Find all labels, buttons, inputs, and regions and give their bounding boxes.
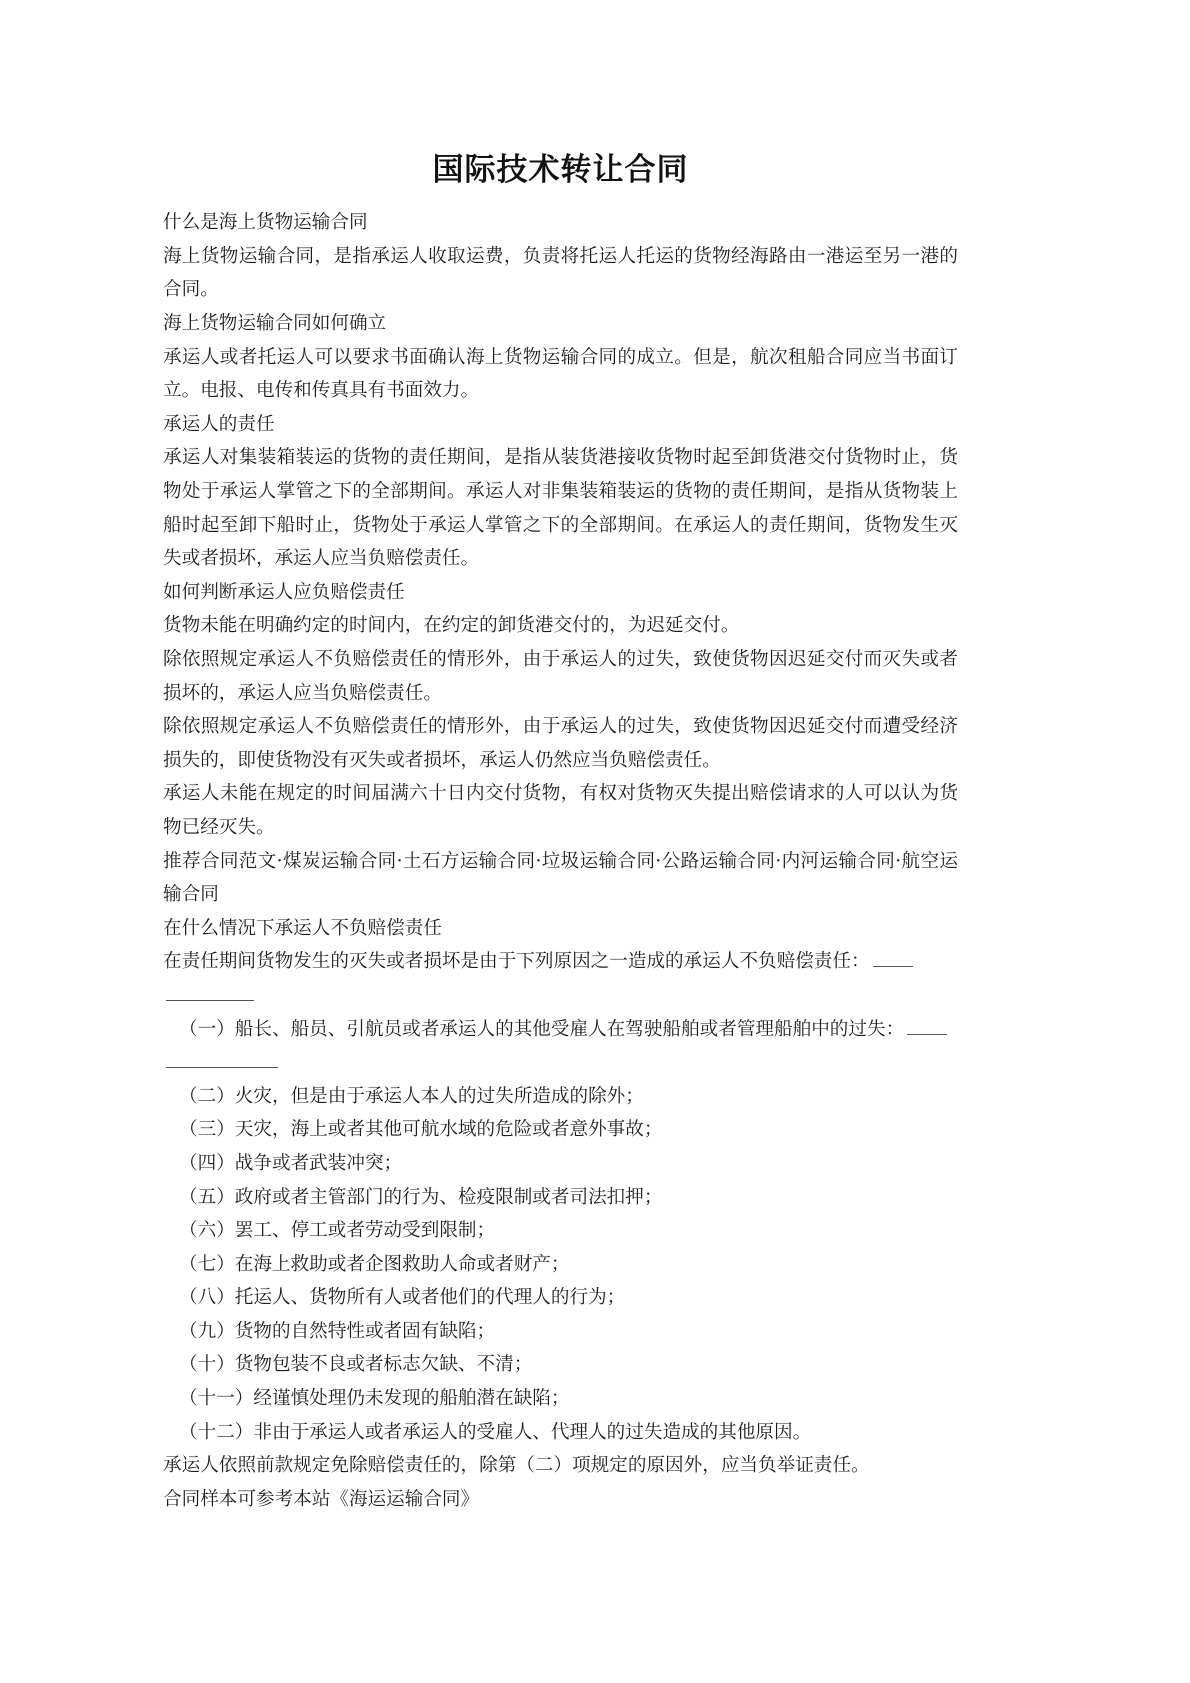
clause-text: 船长、船员、引航员或者承运人的其他受雇人在驾驶船舶或者管理船舶中的过失： <box>234 1018 905 1040</box>
section-paragraph: 承运人或者托运人可以要求书面确认海上货物运输合同的成立。但是，航次租船合同应当书面订立。电报、电传和传真具有书面效力。 <box>163 346 958 402</box>
recommended-contracts-list: 推荐合同范文·煤炭运输合同·土石方运输合同·垃圾运输合同·公路运输合同·内河运输合同·航空运输合同 <box>163 850 958 906</box>
clauses-lead-in <box>163 945 958 979</box>
clause-item-4 <box>163 1147 958 1181</box>
clause-text: 经谨慎处理仍未发现的船舶潜在缺陷； <box>253 1388 570 1410</box>
clause-label: （七） <box>179 1253 235 1275</box>
clause-item-11 <box>163 1382 958 1416</box>
clause-text: 天灾，海上或者其他可航水域的危险或者意外事故； <box>234 1119 663 1141</box>
section-heading: 在什么情况下承运人不负赔偿责任 <box>163 917 442 939</box>
clause-text: 火灾，但是由于承运人本人的过失所造成的除外； <box>234 1085 644 1107</box>
fill-in-blank-rule <box>166 1049 278 1068</box>
closing-reference: 合同样本可参考本站《海运运输合同》 <box>163 1488 480 1510</box>
clauses-lead-in-text: 在责任期间货物发生的灭失或者损坏是由于下列原因之一造成的承运人不负赔偿责任： <box>163 951 870 973</box>
clause-text: 货物的自然特性或者固有缺陷； <box>234 1320 496 1342</box>
clause-item-7 <box>163 1248 958 1282</box>
clause-text: 非由于承运人或者承运人的受雇人、代理人的过失造成的其他原因。 <box>253 1421 812 1443</box>
section-heading: 承运人的责任 <box>163 413 275 435</box>
clause-label: （十二） <box>179 1421 254 1443</box>
fill-in-blank-rule <box>873 949 913 968</box>
clause-text: 托运人、货物所有人或者他们的代理人的行为； <box>234 1287 626 1309</box>
clause-item-12 <box>163 1416 958 1450</box>
clause-text: 在海上救助或者企图救助人命或者财产； <box>234 1253 570 1275</box>
clause-item-5 <box>163 1181 958 1215</box>
clause-item-6 <box>163 1214 958 1248</box>
clause-label: （二） <box>179 1085 235 1107</box>
clause-item-10 <box>163 1348 958 1382</box>
section-heading: 海上货物运输合同如何确立 <box>163 313 387 335</box>
clause-label: （五） <box>179 1186 235 1208</box>
clause-item-8 <box>163 1281 958 1315</box>
fill-in-blank-rule <box>907 1016 947 1035</box>
clause-label: （三） <box>179 1119 235 1141</box>
closing-paragraph: 承运人依照前款规定免除赔偿责任的，除第（二）项规定的原因外，应当负举证责任。 <box>163 1455 870 1477</box>
clause-text: 货物包装不良或者标志欠缺、不清； <box>234 1354 533 1376</box>
page-title: 国际技术转让合同 <box>432 152 689 188</box>
section-paragraph: 承运人对集装箱装运的货物的责任期间，是指从装货港接收货物时起至卸货港交付货物时止，货物处于承运人掌管之下的全部期间。承运人对非集装箱装运的货物的责任期间，是指从货物装上船时起至卸下船时止，货物处于承运人掌管之下的全部期间。在承运人的责任期间，货物发生灭失或者损坏，承运人应当负赔偿责任。 <box>163 447 958 570</box>
clause-item-2 <box>163 1080 958 1114</box>
clause-item-3 <box>163 1113 958 1147</box>
section-heading: 如何判断承运人应负赔偿责任 <box>163 581 405 603</box>
clause-label: （四） <box>179 1152 235 1174</box>
clause-item-9 <box>163 1315 958 1349</box>
section-heading: 什么是海上货物运输合同 <box>163 212 368 234</box>
section-paragraph: 承运人未能在规定的时间届满六十日内交付货物，有权对货物灭失提出赔偿请求的人可以认为货物已经灭失。 <box>163 783 958 838</box>
clause-label: （九） <box>179 1320 235 1342</box>
clause-item-1 <box>163 1013 958 1047</box>
fill-in-blank-continuation <box>163 1046 958 1080</box>
clause-label: （十） <box>179 1354 235 1376</box>
section-paragraph: 除依照规定承运人不负赔偿责任的情形外，由于承运人的过失，致使货物因迟延交付而遭受经济损失的，即使货物没有灭失或者损坏，承运人仍然应当负赔偿责任。 <box>163 716 958 771</box>
clause-label: （十一） <box>179 1388 254 1410</box>
clause-label: （八） <box>179 1287 235 1309</box>
clause-text: 政府或者主管部门的行为、检疫限制或者司法扣押； <box>234 1186 663 1208</box>
clause-text: 罢工、停工或者劳动受到限制； <box>234 1220 496 1242</box>
section-paragraph: 货物未能在明确约定的时间内，在约定的卸货港交付的，为迟延交付。 <box>163 615 740 637</box>
section-paragraph: 除依照规定承运人不负赔偿责任的情形外，由于承运人的过失，致使货物因迟延交付而灭失或者损坏的，承运人应当负赔偿责任。 <box>163 649 958 704</box>
document-body <box>163 206 958 1516</box>
fill-in-blank-rule <box>166 982 254 1001</box>
clause-text: 战争或者武装冲突； <box>234 1152 403 1174</box>
section-paragraph: 海上货物运输合同，是指承运人收取运费，负责将托运人托运的货物经海路由一港运至另一港的合同。 <box>163 245 958 301</box>
fill-in-blank-continuation <box>163 979 958 1013</box>
clause-label: （一） <box>179 1018 235 1040</box>
clause-label: （六） <box>179 1220 235 1242</box>
